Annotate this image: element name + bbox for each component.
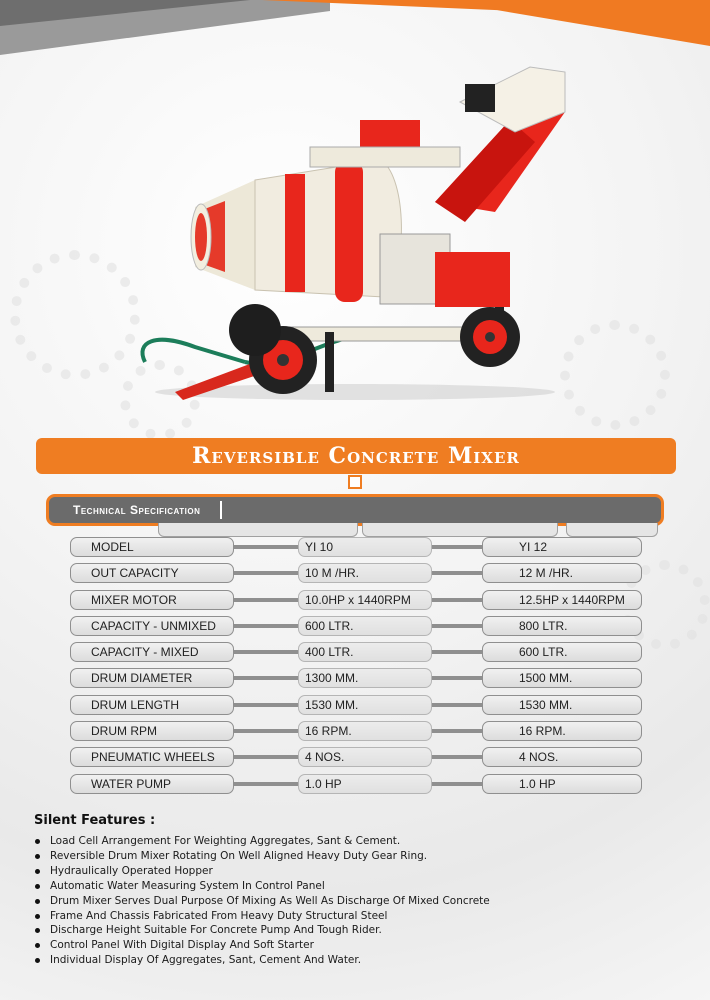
spec-value-yi12: 12.5HP x 1440RPM: [482, 590, 642, 610]
list-item: [34, 894, 490, 909]
spec-value-yi12: 16 RPM.: [482, 721, 642, 741]
table-row: [70, 721, 642, 741]
spec-value-yi10: 10 M /HR.: [298, 563, 432, 583]
spec-table: [70, 537, 642, 800]
table-row: [70, 747, 642, 767]
table-row: [70, 616, 642, 636]
feature-text: Automatic Water Measuring System In Control Panel: [50, 879, 325, 892]
spec-label: CAPACITY - MIXED: [70, 642, 234, 662]
bullet-dot-icon: [35, 928, 40, 933]
spec-value-yi10: 10.0HP x 1440RPM: [298, 590, 432, 610]
feature-text: Discharge Height Suitable For Concrete Pump And Tough Rider.: [50, 924, 382, 937]
product-title: Reversible Concrete Mixer: [192, 443, 520, 469]
spec-value-yi10: YI 10: [298, 537, 432, 557]
spec-value-yi12: 1.0 HP: [482, 774, 642, 794]
list-item: [34, 864, 490, 879]
table-row: [70, 774, 642, 794]
spec-value-yi10: 1.0 HP: [298, 774, 432, 794]
spec-value-yi10: 1300 MM.: [298, 668, 432, 688]
feature-text: Reversible Drum Mixer Rotating On Well Aligned Heavy Duty Gear Ring.: [50, 849, 428, 862]
spec-header-divider: [220, 501, 222, 519]
list-item: [34, 909, 490, 924]
spec-label: PNEUMATIC WHEELS: [70, 747, 234, 767]
spec-header-bar: [46, 494, 664, 526]
bullet-dot-icon: [35, 943, 40, 948]
spec-value-yi10: 16 RPM.: [298, 721, 432, 741]
feature-text: Individual Display Of Aggregates, Sant, Cement And Water.: [50, 954, 362, 967]
table-row: [70, 563, 642, 583]
features-heading: Silent Features :: [34, 813, 156, 828]
spec-label: MIXER MOTOR: [70, 590, 234, 610]
spec-label: MODEL: [70, 537, 234, 557]
spec-value-yi12: 4 NOS.: [482, 747, 642, 767]
column-tab: [362, 523, 558, 537]
table-row: [70, 668, 642, 688]
feature-text: Load Cell Arrangement For Weighting Aggregates, Sant & Cement.: [50, 835, 401, 847]
list-item: [34, 834, 490, 849]
spec-label: DRUM RPM: [70, 721, 234, 741]
column-tab: [566, 523, 658, 537]
list-item: [34, 938, 490, 953]
spec-header-label: Technical Specification: [73, 503, 201, 517]
features-list: [34, 834, 490, 968]
spec-value-yi10: 400 LTR.: [298, 642, 432, 662]
spec-label: WATER PUMP: [70, 774, 234, 794]
feature-text: Drum Mixer Serves Dual Purpose Of Mixing As Well As Discharge Of Mixed Concrete: [50, 894, 490, 907]
gear-decoration: [10, 250, 140, 380]
spec-value-yi12: 1500 MM.: [482, 668, 642, 688]
bullet-dot-icon: [35, 839, 40, 844]
list-item: [34, 879, 490, 894]
bullet-dot-icon: [35, 869, 40, 874]
spec-value-yi10: 600 LTR.: [298, 616, 432, 636]
feature-text: Frame And Chassis Fabricated From Heavy Duty Structural Steel: [50, 909, 388, 922]
bullet-dot-icon: [35, 884, 40, 889]
column-tab: [158, 523, 358, 537]
bullet-dot-icon: [35, 899, 40, 904]
concrete-mixer-illustration: [135, 62, 575, 407]
spec-value-yi12: 800 LTR.: [482, 616, 642, 636]
bullet-dot-icon: [35, 854, 40, 859]
list-item: [34, 953, 490, 968]
bullet-dot-icon: [35, 914, 40, 919]
banner-connector: [348, 475, 362, 489]
spec-value-yi12: 1530 MM.: [482, 695, 642, 715]
spec-value-yi12: 600 LTR.: [482, 642, 642, 662]
feature-text: Control Panel With Digital Display And Soft Starter: [50, 939, 314, 952]
feature-text: Hydraulically Operated Hopper: [50, 864, 213, 877]
table-row: [70, 590, 642, 610]
spec-value-yi10: 4 NOS.: [298, 747, 432, 767]
list-item: [34, 923, 490, 938]
table-row: [70, 642, 642, 662]
table-row: [70, 537, 642, 557]
list-item: [34, 849, 490, 864]
bullet-dot-icon: [35, 958, 40, 963]
spec-label: OUT CAPACITY: [70, 563, 234, 583]
product-title-banner: [36, 438, 676, 474]
spec-value-yi12: 12 M /HR.: [482, 563, 642, 583]
gear-decoration: [560, 320, 670, 430]
spec-value-yi12: YI 12: [482, 537, 642, 557]
spec-value-yi10: 1530 MM.: [298, 695, 432, 715]
table-row: [70, 695, 642, 715]
spec-label: DRUM LENGTH: [70, 695, 234, 715]
spec-label: DRUM DIAMETER: [70, 668, 234, 688]
spec-label: CAPACITY - UNMIXED: [70, 616, 234, 636]
